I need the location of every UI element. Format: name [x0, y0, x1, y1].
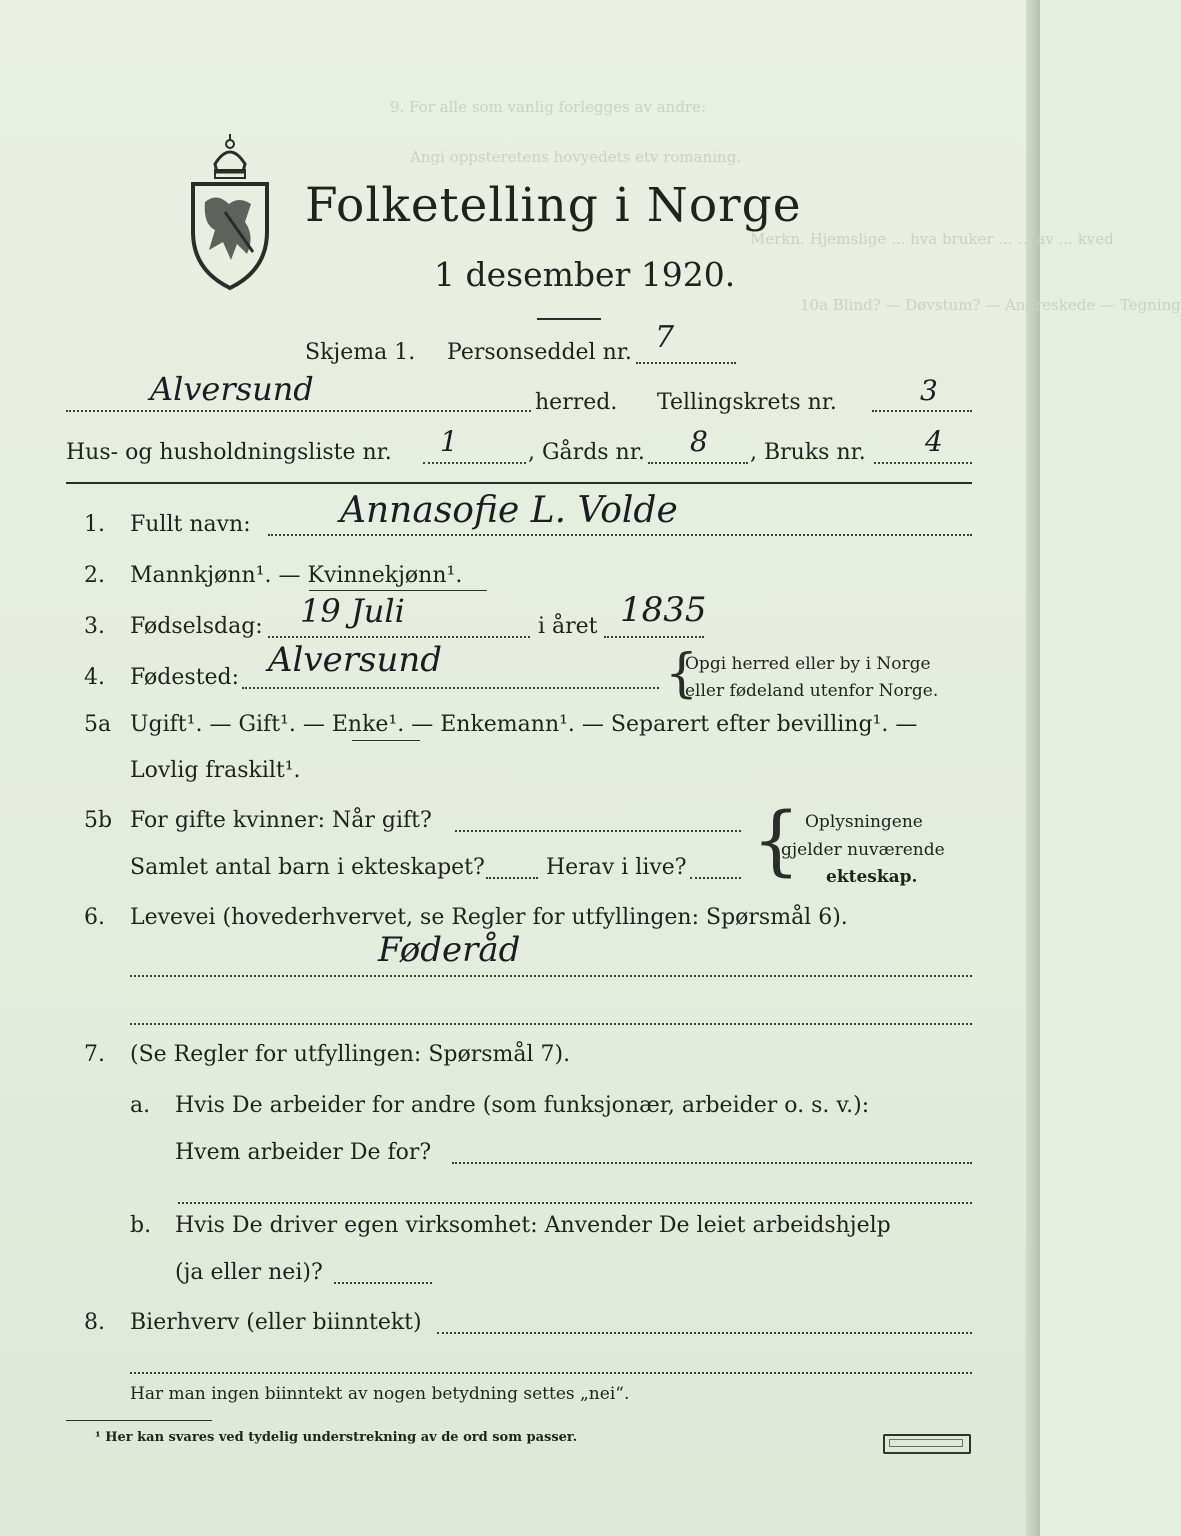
title-divider — [537, 318, 601, 320]
q4-line — [242, 687, 659, 689]
header-divider — [66, 482, 972, 484]
bruks-line — [874, 462, 972, 464]
q7a-line2: Hvem arbeider De for? — [175, 1140, 432, 1165]
q5b-children-line — [486, 877, 538, 879]
q3-number: 3. — [84, 614, 105, 639]
personseddel-label: Personseddel nr. — [447, 340, 632, 365]
q7b-number: b. — [130, 1213, 152, 1238]
q8-note: Har man ingen biinntekt av nogen betydning settes „nei“. — [130, 1384, 630, 1404]
birthplace-value: Alversund — [268, 640, 443, 680]
marital-status-options: Ugift¹. — Gift¹. — Enke¹. — Enkemann¹. — Separert efter bevilling¹. — — [130, 712, 918, 737]
q8-number: 8. — [84, 1310, 105, 1335]
census-date: 1 desember 1920. — [434, 255, 736, 294]
footnote-rule — [66, 1420, 212, 1421]
q3-day-line — [268, 636, 530, 638]
q6-number: 6. — [84, 905, 105, 930]
personseddel-value: 7 — [655, 320, 675, 355]
q6-line2 — [130, 1023, 972, 1025]
q8-label: Bierhverv (eller biinntekt) — [130, 1310, 422, 1335]
q5a-number: 5a — [84, 712, 112, 737]
q7b-line1: Hvis De driver egen virksomhet: Anvender De leiet arbeidshjelp — [175, 1213, 891, 1238]
bleed-through-text: 10a Blind? — Døvstum? — Andreskede — Tegning — [800, 296, 1181, 314]
tellingskrets-label: Tellingskrets nr. — [657, 390, 837, 415]
q5b-note-line3: ekteskap. — [826, 867, 918, 887]
marital-status-options-2: Lovlig fraskilt¹. — [130, 758, 301, 783]
birth-day-value: 19 Juli — [300, 592, 405, 630]
tellingskrets-value: 3 — [920, 374, 938, 407]
q7-number: 7. — [84, 1042, 105, 1067]
q4-brace: { — [665, 644, 699, 704]
q5b-married-line — [455, 830, 741, 832]
q8-line2 — [130, 1372, 972, 1374]
husliste-line — [423, 462, 526, 464]
marital-underline — [352, 740, 420, 741]
q7-label: (Se Regler for utfyllingen: Spørsmål 7). — [130, 1042, 571, 1067]
q8-line1 — [437, 1332, 972, 1334]
herred-value: Alversund — [150, 370, 314, 408]
q4-note-line1: Opgi herred eller by i Norge — [685, 654, 931, 674]
husliste-value: 1 — [440, 425, 458, 458]
q5b-line2a: Samlet antal barn i ekteskapet? — [130, 855, 485, 880]
bruks-value: 4 — [925, 425, 943, 458]
q5b-note-line1: Oplysningene — [805, 812, 923, 832]
printer-stamp — [883, 1434, 971, 1454]
q7a-line1: Hvis De arbeider for andre (som funksjonær, arbeider o. s. v.): — [175, 1093, 870, 1118]
q5b-brace: { — [752, 795, 801, 884]
q7a-line-extra — [178, 1202, 972, 1204]
tellingskrets-line — [872, 410, 972, 412]
q5b-number: 5b — [84, 808, 113, 833]
q6-line1 — [130, 975, 972, 977]
occupation-value: Føderåd — [378, 930, 521, 970]
q2-number: 2. — [84, 563, 105, 588]
q4-label: Fødested: — [130, 665, 240, 690]
q4-note-line2: eller fødeland utenfor Norge. — [685, 681, 939, 701]
bleed-through-text: Merkn. Hjemslige ... hva bruker ... ... av ... kved — [750, 230, 1114, 248]
q7b-line — [334, 1282, 432, 1284]
birth-year-value: 1835 — [620, 590, 707, 630]
q1-label: Fullt navn: — [130, 512, 251, 537]
bleed-through-text: 9. For alle som vanlig forlegges av andre: — [390, 98, 707, 116]
footnote-text: ¹ Her kan svares ved tydelig understrekning av de ord som passer. — [95, 1430, 578, 1445]
form-title: Folketelling i Norge — [305, 178, 802, 233]
q1-number: 1. — [84, 512, 105, 537]
q4-number: 4. — [84, 665, 105, 690]
norwegian-coat-of-arms-icon — [185, 132, 275, 292]
q5b-line1: For gifte kvinner: Når gift? — [130, 808, 432, 833]
gender-options: Mannkjønn¹. — Kvinnekjønn¹. — [130, 563, 463, 588]
q6-label: Levevei (hovederhvervet, se Regler for utfyllingen: Spørsmål 6). — [130, 905, 848, 930]
q5b-alive-line — [690, 877, 741, 879]
q3-year-label: i året — [538, 614, 598, 639]
q3-year-line — [604, 636, 704, 638]
full-name-value: Annasofie L. Volde — [340, 490, 678, 531]
q7a-number: a. — [130, 1093, 151, 1118]
husliste-label: Hus- og husholdningsliste nr. — [66, 440, 392, 465]
gards-line — [648, 462, 748, 464]
q5b-line2b: Herav i live? — [546, 855, 687, 880]
bruks-label: , Bruks nr. — [750, 440, 866, 465]
q5b-note-line2: gjelder nuværende — [781, 840, 945, 860]
herred-line — [66, 410, 531, 412]
gards-label: , Gårds nr. — [528, 440, 645, 465]
q3-label: Fødselsdag: — [130, 614, 263, 639]
q1-line — [268, 534, 972, 536]
schema-label: Skjema 1. — [305, 340, 416, 365]
bleed-through-text: Angi oppsteretens hovyedets etv romaning. — [410, 148, 742, 166]
q7a-line — [452, 1162, 972, 1164]
gender-underline — [309, 590, 487, 591]
gards-value: 8 — [690, 425, 708, 458]
q7b-line2: (ja eller nei)? — [175, 1260, 323, 1285]
personseddel-line — [636, 362, 736, 364]
herred-label: herred. — [535, 390, 618, 415]
